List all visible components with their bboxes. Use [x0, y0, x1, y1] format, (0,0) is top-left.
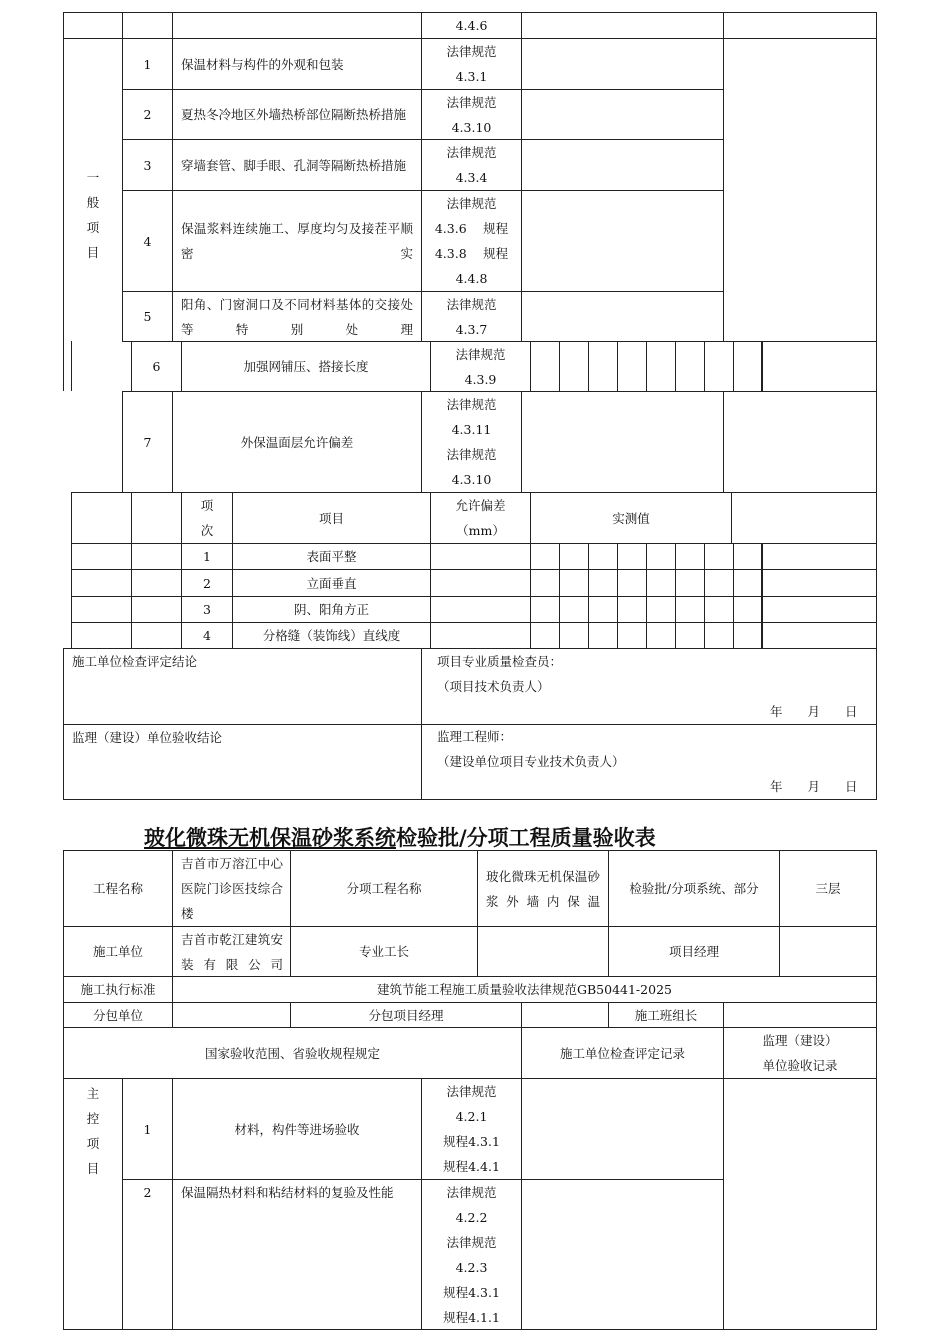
subcontractor-label: 分包单位 — [63, 1002, 173, 1028]
general-items-label: 一般项目 — [86, 170, 100, 260]
row-ref: 法律规范 4.3.10 — [421, 89, 522, 140]
main-row-ref: 法律规范 4.2.1 规程4.3.1 规程4.4.1 — [421, 1078, 522, 1180]
row-item: 加强网铺压、搭接长度 — [181, 341, 431, 392]
measure-cell — [733, 622, 763, 649]
pm-value — [779, 926, 877, 977]
row-no: 6 — [131, 341, 182, 392]
row-no: 3 — [122, 139, 173, 191]
measure-cell — [733, 341, 763, 392]
measure-cell — [675, 596, 705, 623]
main-row-item: 材料，构件等进场验收 — [172, 1078, 422, 1180]
measure-cell — [530, 622, 560, 649]
main-row-no: 2 — [122, 1179, 173, 1330]
dev-header-allowed: 允许偏差 （mm） — [430, 492, 531, 544]
measure-cell — [675, 622, 705, 649]
dev-row-no: 3 — [181, 596, 233, 623]
measure-cell — [704, 543, 734, 570]
measure-cell — [559, 543, 589, 570]
dev-blank-a — [71, 569, 132, 597]
dev-row-item: 立面垂直 — [232, 569, 431, 597]
measure-cell-tail — [761, 569, 877, 597]
dev-blank-a — [71, 596, 132, 623]
measure-cell — [617, 596, 647, 623]
dev-header-supervision — [731, 492, 877, 544]
row-item: 外保温面层允许偏差 — [172, 391, 422, 493]
dev-blank-b — [131, 492, 182, 544]
supervision-column — [723, 38, 877, 342]
dev-row-no: 1 — [181, 543, 233, 570]
row-ref: 法律规范 4.3.11 法律规范 4.3.10 — [421, 391, 522, 493]
batch-label: 检验批/分项系统、部分 — [608, 850, 780, 927]
measure-cell — [530, 341, 560, 392]
dev-blank-a — [71, 622, 132, 649]
main-row-ref: 法律规范 4.2.2 法律规范 4.2.3 规程4.3.1 规程4.1.1 — [421, 1179, 522, 1330]
dev-blank-a — [71, 543, 132, 570]
measure-cell — [675, 543, 705, 570]
measure-cell — [646, 341, 676, 392]
row-ref: 法律规范 4.3.1 — [421, 38, 522, 90]
row-ref: 法律规范 4.3.4 — [421, 139, 522, 191]
inspector-label: 项目专业质量检查员： — [437, 654, 563, 669]
row-record — [521, 190, 724, 292]
sub-pm-value — [521, 1002, 609, 1028]
engineer-note: （建设单位项目专业技术负责人） — [437, 754, 625, 769]
project-name-value: 吉首市万溶江中心医院门诊医技综合楼 — [172, 850, 291, 927]
cont-cell-record — [521, 12, 724, 39]
measure-cell-tail — [761, 543, 877, 570]
dev-blank-b — [131, 596, 182, 623]
dev-blank-b — [131, 543, 182, 570]
row-no: 5 — [122, 291, 173, 342]
sub-project-value: 玻化微珠无机保温砂浆外墙内保温 — [477, 850, 609, 927]
dev-blank-a — [71, 492, 132, 544]
row-ref: 法律规范 4.3.9 — [430, 341, 531, 392]
measure-cell — [617, 341, 647, 392]
row-item: 保温浆料连续施工、厚度均匀及接茬平顺密实 — [172, 190, 422, 292]
row-no: 7 — [122, 391, 173, 493]
dev-row-item: 分格缝（装饰线）直线度 — [232, 622, 431, 649]
engineer-date: 年 月 日 — [770, 779, 858, 794]
section-border-left — [63, 341, 64, 391]
check-record-label: 施工单位检查评定记录 — [521, 1027, 724, 1079]
dev-row-no: 2 — [181, 569, 233, 597]
row-no: 2 — [122, 89, 173, 140]
measure-cell — [588, 569, 618, 597]
foreman-value — [477, 926, 609, 977]
sub-project-label: 分项工程名称 — [290, 850, 478, 927]
project-name-label: 工程名称 — [63, 850, 173, 927]
measure-cell — [733, 596, 763, 623]
dev-row-no: 4 — [181, 622, 233, 649]
measure-cell-tail — [761, 622, 877, 649]
measure-cell — [530, 543, 560, 570]
row-ref: 法律规范 4.3.6 规程 4.3.8 规程 4.4.8 — [421, 190, 522, 292]
measure-cell — [646, 569, 676, 597]
foreman-label: 专业工长 — [290, 926, 478, 977]
standard-label: 施工执行标准 — [63, 976, 173, 1003]
engineer-label: 监理工程师： — [437, 729, 513, 744]
form-title: 玻化微珠无机保温砂浆系统检验批/分项工程质量验收表 — [144, 826, 656, 850]
measure-cell — [588, 596, 618, 623]
subcontractor-value — [172, 1002, 291, 1028]
measure-cell — [530, 569, 560, 597]
dev-blank-b — [131, 622, 182, 649]
measure-cell — [559, 569, 589, 597]
contractor-value: 吉首市乾江建筑安装有限公司 — [172, 926, 291, 977]
measure-cell — [588, 622, 618, 649]
main-supervision-column — [723, 1078, 877, 1330]
standard-value: 建筑节能工程施工质量验收法律规范GB50441-2025 — [172, 976, 877, 1003]
row-record — [521, 391, 724, 493]
measure-cell — [733, 569, 763, 597]
measure-cell — [646, 596, 676, 623]
supervision-record-label: 监理（建设） 单位验收记录 — [723, 1027, 877, 1079]
measure-cell — [588, 543, 618, 570]
dev-row-allowed — [430, 569, 531, 597]
dev-row-allowed — [430, 543, 531, 570]
dev-blank-b — [131, 569, 182, 597]
section-border-inner — [71, 341, 72, 391]
cont-cell-supervision — [723, 12, 877, 39]
dev-header-measured: 实测值 — [530, 492, 732, 544]
measure-cell — [733, 543, 763, 570]
team-leader-label: 施工班组长 — [608, 1002, 724, 1028]
cont-cell-section — [63, 12, 123, 39]
row-record — [521, 291, 724, 342]
row-item: 阳角、门窗洞口及不同材料基体的交接处等特别处理 — [172, 291, 422, 342]
dev-row-allowed — [430, 622, 531, 649]
main-row-no: 1 — [122, 1078, 173, 1180]
measure-cell — [704, 569, 734, 597]
main-row-record — [521, 1078, 724, 1180]
measure-cell — [559, 622, 589, 649]
row-item: 夏热冬冷地区外墙热桥部位隔断热桥措施 — [172, 89, 422, 140]
row-ref: 法律规范 4.3.7 — [421, 291, 522, 342]
measure-cell — [617, 569, 647, 597]
main-items-section: 主控项目 — [63, 1078, 123, 1330]
team-leader-value — [723, 1002, 877, 1028]
row-item: 穿墙套管、脚手眼、孔洞等隔断热桥措施 — [172, 139, 422, 191]
batch-value: 三层 — [779, 850, 877, 927]
dev-row-item: 阴、阳角方正 — [232, 596, 431, 623]
dev-row-allowed — [430, 596, 531, 623]
cont-cell-item — [172, 12, 422, 39]
measure-cell — [617, 622, 647, 649]
measure-cell-tail — [761, 596, 877, 623]
main-row-record — [521, 1179, 724, 1330]
construction-conclusion: 施工单位检查评定结论 — [63, 648, 422, 725]
contractor-label: 施工单位 — [63, 926, 173, 977]
supervision-conclusion: 监理（建设）单位验收结论 — [63, 724, 422, 800]
sub-pm-label: 分包项目经理 — [290, 1002, 522, 1028]
row7-supervision — [723, 391, 877, 493]
cont-cell-ref: 4.4.6 — [421, 12, 522, 39]
inspector-date: 年 月 日 — [770, 704, 858, 719]
measure-cell — [646, 622, 676, 649]
spec-label: 国家验收范围、省验收规程规定 — [63, 1027, 522, 1079]
measure-cell — [704, 596, 734, 623]
row-record — [521, 139, 724, 191]
row-item: 保温材料与构件的外观和包装 — [172, 38, 422, 90]
measure-cell — [559, 341, 589, 392]
measure-cell — [530, 596, 560, 623]
dev-header-seq: 项 次 — [181, 492, 233, 544]
cont-cell-no — [122, 12, 173, 39]
pm-label: 项目经理 — [608, 926, 780, 977]
measure-cell — [675, 341, 705, 392]
dev-row-item: 表面平整 — [232, 543, 431, 570]
row-no: 4 — [122, 190, 173, 292]
measure-cell — [704, 341, 734, 392]
dev-header-item: 项目 — [232, 492, 431, 544]
measure-cell — [675, 569, 705, 597]
row-no: 1 — [122, 38, 173, 90]
measure-cell — [617, 543, 647, 570]
measure-cell — [704, 622, 734, 649]
measure-cell-tail — [761, 341, 877, 392]
main-row-item: 保温隔热材料和粘结材料的复验及性能 — [172, 1179, 422, 1330]
inspector-note: （项目技术负责人） — [437, 679, 550, 694]
measure-cell — [559, 596, 589, 623]
row-record — [521, 89, 724, 140]
measure-cell — [646, 543, 676, 570]
measure-cell — [588, 341, 618, 392]
row-record — [521, 38, 724, 90]
